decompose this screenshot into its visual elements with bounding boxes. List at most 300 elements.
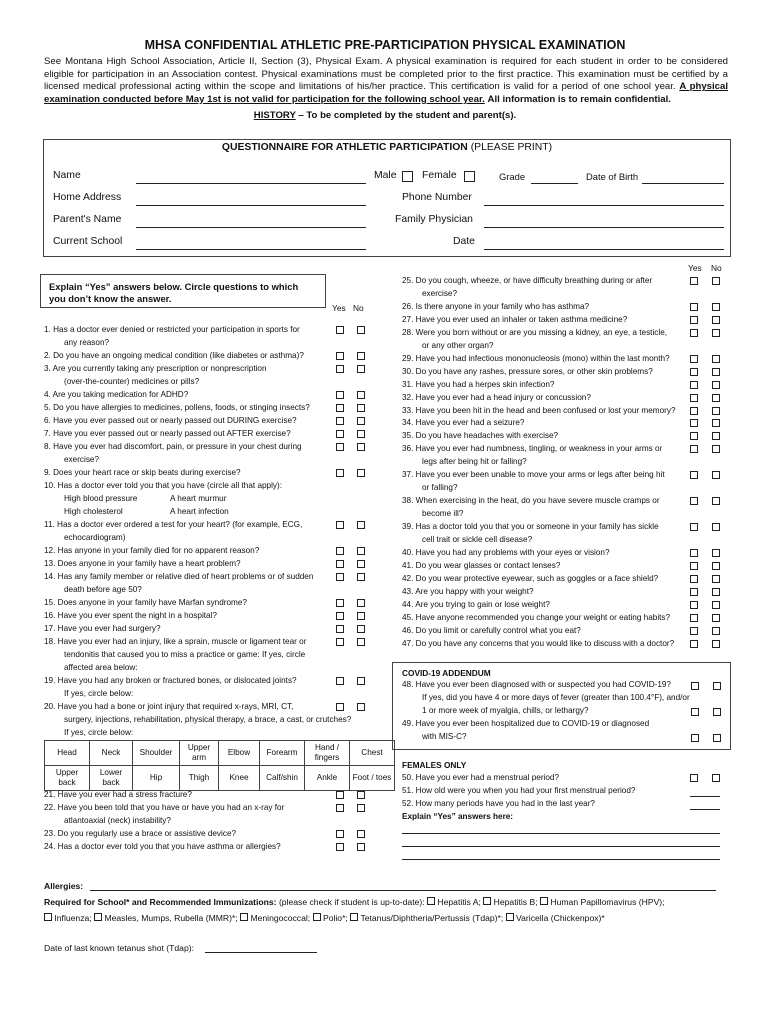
question-text: 41. Do you wear glasses or contact lenses? [402,560,561,570]
right-q-yes-checkbox[interactable] [690,303,698,311]
question-text: exercise? [64,455,100,464]
question-text: 39. Has a doctor told you that you or someone in your family has sickle [402,522,659,532]
body-area-cell[interactable]: Elbow [219,741,260,766]
right-q-yes-checkbox[interactable] [690,368,698,376]
question-text: echocardiogram) [64,533,126,542]
question-text: 22. Have you been told that you have or have you had an x-ray for [44,803,285,812]
right-q-no-checkbox[interactable] [712,329,720,337]
left-q-no-checkbox[interactable] [357,612,365,620]
right-q-line [402,626,581,637]
parent-name-field[interactable] [136,227,366,228]
grade-field[interactable] [531,183,578,184]
left-q-no-checkbox[interactable] [357,703,365,711]
left-q-line [44,637,306,648]
question-text: 24. Has a doctor ever told you that you have asthma or allergies? [44,842,281,851]
question-text: 47. Do you have any concerns that you would like to discuss with a doctor? [402,638,675,648]
dob-field[interactable] [642,183,724,184]
explain-line-2[interactable] [402,846,720,847]
question-text: 26. Is there anyone in your family who has asthma? [402,301,590,311]
question-text: 38. When exercising in the heat, do you have severe muscle cramps or [402,496,660,506]
right-q-no-checkbox[interactable] [712,471,720,479]
name-field[interactable] [136,183,366,184]
left-q-line [44,364,267,375]
explain-yes-label: Explain “Yes” answers here: [402,812,514,821]
mmr-checkbox[interactable] [94,913,102,921]
left-q-lower-line [44,842,281,853]
right-q-line [422,483,458,494]
left-q-no-checkbox[interactable] [357,560,365,568]
questionnaire-title [44,142,730,153]
left-q-line [64,663,138,674]
question-text: 31. Have you had a herpes skin infection? [402,379,555,389]
current-school-label: Current School [53,236,123,247]
left-q-no-checkbox[interactable] [357,404,365,412]
question-text: exercise? [422,288,458,298]
q48b-yes-checkbox[interactable] [691,708,699,716]
left-q-yes-checkbox[interactable] [336,625,344,633]
right-q-yes-checkbox[interactable] [690,627,698,635]
left-q-line [44,351,304,362]
left-q-line [44,546,259,557]
left-q-no-checkbox[interactable] [357,352,365,360]
question-text: 17. Have you ever had surgery? [44,624,161,633]
q49-yes-checkbox[interactable] [691,734,699,742]
body-area-cell[interactable]: Upper arm [180,741,219,766]
left-q-lower-yes-checkbox[interactable] [336,843,344,851]
hepa-checkbox[interactable] [427,897,435,905]
right-q-line [402,496,660,507]
question-text: If yes, circle below: [64,728,134,737]
right-q-no-checkbox[interactable] [712,407,720,415]
hpv-checkbox[interactable] [540,897,548,905]
question-text: 6. Have you ever passed out or nearly passed out DURING exercise? [44,416,297,425]
question-text: 40. Have you had any problems with your eyes or vision? [402,547,610,557]
home-address-label: Home Address [53,192,122,203]
q48-yes-checkbox[interactable] [691,682,699,690]
question-text: 29. Have you had infectious mononucleosis (mono) within the last month? [402,353,670,363]
right-q-no-checkbox[interactable] [712,355,720,363]
body-area-cell[interactable]: Thigh [180,766,219,791]
question-text: 44. Are you trying to gain or lose weight? [402,599,550,609]
question-text: 21. Have you ever had a stress fracture? [44,790,192,799]
left-yes-header: Yes [332,303,346,313]
tdap-checkbox[interactable] [350,913,358,921]
right-q-no-checkbox[interactable] [712,303,720,311]
right-q-yes-checkbox[interactable] [690,394,698,402]
question-text: surgery, injections, rehabilitation, physical therapy, a brace, a cast, or crutches? [64,715,352,724]
right-q-line [422,509,463,520]
right-q-no-checkbox[interactable] [712,562,720,570]
question-text: 32. Have you ever had a head injury or concussion? [402,392,591,402]
question-text: or any other organ? [422,340,494,350]
question-text: 15. Does anyone in your family have Marfan syndrome? [44,598,247,607]
question-text: 35. Do you have headaches with exercise? [402,431,559,441]
left-q-line [44,611,217,622]
varicella-checkbox[interactable] [506,913,514,921]
females-only-title: FEMALES ONLY [402,760,467,770]
date-label: Date [453,236,475,247]
explain-line-1[interactable] [402,833,720,834]
question-text: legs after being hit or falling? [422,457,527,467]
left-q-line [44,403,310,414]
left-q-line [64,728,133,739]
intro-confidential: All information is to remain confidential. [487,93,671,105]
right-q-no-checkbox[interactable] [712,549,720,557]
question-text: 37. Have you ever been unable to move your arms or legs after being hit [402,470,665,480]
q48-no-checkbox[interactable] [713,682,721,690]
right-q-yes-checkbox[interactable] [690,497,698,505]
right-q-no-checkbox[interactable] [712,432,720,440]
question-text: High cholesterol [64,507,123,516]
left-q-lower-yes-checkbox[interactable] [336,830,344,838]
right-q-yes-checkbox[interactable] [690,316,698,324]
body-area-cell[interactable]: Head [45,741,90,766]
right-q-yes-checkbox[interactable] [690,640,698,648]
question-text: 45. Have anyone recommended you change your weight or eating habits? [402,612,671,622]
home-address-field[interactable] [136,205,366,206]
right-q-line [402,613,670,624]
mmr-label: Measles, Mumps, Rubella (MMR)*; [104,913,238,923]
left-q-lower-no-checkbox[interactable] [357,830,365,838]
left-q-line [44,416,297,427]
right-q-line [402,418,524,429]
right-q-yes-checkbox[interactable] [690,419,698,427]
left-q-line [44,702,293,713]
left-q-lower-yes-checkbox[interactable] [336,804,344,812]
right-q-no-checkbox[interactable] [712,368,720,376]
question-text: affected area below: [64,663,138,672]
left-q-line [64,689,133,700]
question-text: tendonitis that caused you to miss a practice or game: If yes, circle [64,650,306,659]
left-q-line [44,676,297,687]
question-text: 27. Have you ever used an inhaler or taken asthma medicine? [402,314,628,324]
right-q-no-checkbox[interactable] [712,316,720,324]
right-yes-header: Yes [688,263,702,273]
left-q-line [44,481,282,492]
left-q-lower-line [44,790,192,801]
right-q-yes-checkbox[interactable] [690,355,698,363]
question-text: 7. Have you ever passed out or nearly passed out AFTER exercise? [44,429,291,438]
immunizations-row-2 [44,913,605,923]
hepa-label: Hepatitis A; [437,897,481,907]
question-text: 18. Have you ever had an injury, like a sprain, muscle or ligament tear or [44,637,307,646]
tdap-label: Tetanus/Diphtheria/Pertussis (Tdap)*; [360,913,504,923]
right-q-line [402,393,591,404]
question-text: 42. Do you wear protective eyewear, such as goggles or a face shield? [402,573,659,583]
body-area-cell[interactable]: Forearm [260,741,305,766]
right-q-yes-checkbox[interactable] [690,277,698,285]
right-q-no-checkbox[interactable] [712,575,720,583]
body-area-cell[interactable]: Foot / toes [350,766,395,791]
body-table-row [45,766,395,791]
left-q-yes-checkbox[interactable] [336,352,344,360]
right-q-no-checkbox[interactable] [712,381,720,389]
right-q-no-checkbox[interactable] [712,419,720,427]
covid-q49: 49. Have you ever been hospitalized due to COVID-19 or diagnosed [402,719,650,728]
left-q-yes-checkbox[interactable] [336,560,344,568]
right-q-yes-checkbox[interactable] [690,588,698,596]
left-q-yes-checkbox[interactable] [336,417,344,425]
polio-checkbox[interactable] [313,913,321,921]
left-q-yes-checkbox[interactable] [336,703,344,711]
left-q-yes-checkbox[interactable] [336,547,344,555]
right-q-yes-checkbox[interactable] [690,601,698,609]
right-q-yes-checkbox[interactable] [690,432,698,440]
right-q-line [402,367,653,378]
date-field[interactable] [484,249,724,250]
body-area-cell[interactable]: Upper back [45,766,90,791]
varicella-label: Varicella (Chickenpox)* [516,913,605,923]
body-area-cell[interactable]: Knee [219,766,260,791]
left-q-lower-no-checkbox[interactable] [357,791,365,799]
question-text: 23. Do you regularly use a brace or assistive device? [44,829,237,838]
questionnaire-title-note: (PLEASE PRINT) [470,142,553,153]
history-label: HISTORY [253,110,296,121]
intro-paragraph [44,56,728,106]
right-q-line [422,289,457,300]
left-q-lower-line [44,829,236,840]
right-q-yes-checkbox[interactable] [690,445,698,453]
right-q-line [402,574,658,585]
right-q-no-checkbox[interactable] [712,588,720,596]
covid-addendum-box [392,662,731,750]
left-q-line [44,442,302,453]
right-q-no-checkbox[interactable] [712,614,720,622]
question-text: 11. Has a doctor ever ordered a test for your heart? (for example, ECG, [44,520,303,529]
left-q-yes-checkbox[interactable] [336,404,344,412]
right-q-no-checkbox[interactable] [712,523,720,531]
q48b-no-checkbox[interactable] [713,708,721,716]
body-area-cell[interactable]: Hand / fingers [305,741,350,766]
female-q51: 51. How old were you when you had your first menstrual period? [402,786,636,795]
left-q-no-checkbox[interactable] [357,547,365,555]
female-label: Female [422,170,457,181]
right-q-line [422,457,527,468]
left-q-line [44,624,161,635]
left-q-line [44,468,241,479]
right-q-line [402,406,676,417]
allergies-label: Allergies: [44,881,84,891]
history-text: – To be completed by the student and parent(s). [298,110,517,121]
q51-field[interactable] [690,796,720,797]
right-q-yes-checkbox[interactable] [690,471,698,479]
question-text: 2. Do you have an ongoing medical condition (like diabetes or asthma)? [44,351,304,360]
right-q-no-checkbox[interactable] [712,445,720,453]
question-text: 28. Were you born without or are you missing a kidney, an eye, a testicle, [402,327,668,337]
question-text: any reason? [64,338,110,347]
question-text: 8. Have you ever had discomfort, pain, or pressure in your chest during [44,442,302,451]
left-q-line [64,507,229,518]
explain-line-3[interactable] [402,859,720,860]
right-q-yes-checkbox[interactable] [690,575,698,583]
right-q-line [422,341,493,352]
phone-number-field[interactable] [484,205,724,206]
question-text: 25. Do you cough, wheeze, or have difficulty breathing during or after [402,276,653,285]
right-q-no-checkbox[interactable] [712,277,720,285]
left-q-line [64,650,305,661]
influenza-label: Influenza; [54,913,92,923]
question-text: 10. Has a doctor ever told you that you have (circle all that apply): [44,481,283,490]
left-q-lower-line [64,816,171,827]
current-school-field[interactable] [136,249,366,250]
left-q-yes-checkbox[interactable] [336,677,344,685]
female-checkbox[interactable] [464,171,475,182]
right-q-no-checkbox[interactable] [712,601,720,609]
body-area-cell[interactable]: Ankle [305,766,350,791]
left-q-line [44,520,302,531]
question-option: A heart infection [170,507,229,516]
parent-name-label: Parent's Name [53,214,122,225]
question-text: 36. Have you ever had numbness, tingling, or weakness in your arms or [402,444,663,454]
right-q-yes-checkbox[interactable] [690,523,698,531]
left-q-no-checkbox[interactable] [357,443,365,451]
left-q-yes-checkbox[interactable] [336,612,344,620]
right-q-line [402,548,610,559]
body-area-cell[interactable]: Chest [350,741,395,766]
tetanus-date-field[interactable] [205,952,317,953]
left-q-yes-checkbox[interactable] [336,599,344,607]
right-q-line [402,470,665,481]
meningococcal-checkbox[interactable] [240,913,248,921]
left-q-no-checkbox[interactable] [357,417,365,425]
left-q-no-checkbox[interactable] [357,430,365,438]
grade-label: Grade [499,171,526,182]
body-area-cell[interactable]: Lower back [90,766,133,791]
right-q-yes-checkbox[interactable] [690,614,698,622]
immunizations-label: Required for School* and Recommended Immunizations: [44,897,277,907]
covid-q48-followup: If yes, did you have 4 or more days of fever (greater than 100.4°F), and/or [422,693,690,702]
question-text: High blood pressure [64,494,138,503]
left-q-line [64,377,199,388]
left-q-no-checkbox[interactable] [357,573,365,581]
body-area-cell[interactable]: Calf/shin [260,766,305,791]
family-physician-field[interactable] [484,227,724,228]
question-text: 30. Do you have any rashes, pressure sores, or other skin problems? [402,366,653,376]
right-q-no-checkbox[interactable] [712,497,720,505]
question-text: 43. Are you happy with your weight? [402,586,534,596]
right-q-no-checkbox[interactable] [712,640,720,648]
left-q-lower-line [44,803,284,814]
left-q-no-checkbox[interactable] [357,365,365,373]
body-area-cell[interactable]: Neck [90,741,133,766]
q50-no-checkbox[interactable] [712,774,720,782]
left-q-no-checkbox[interactable] [357,638,365,646]
left-q-no-checkbox[interactable] [357,599,365,607]
left-no-header: No [353,303,364,313]
body-area-cell[interactable]: Shoulder [133,741,180,766]
right-q-yes-checkbox[interactable] [690,549,698,557]
left-q-yes-checkbox[interactable] [336,573,344,581]
q52-field[interactable] [690,809,720,810]
male-label: Male [374,170,397,181]
allergies-field[interactable] [90,890,716,891]
right-q-no-checkbox[interactable] [712,394,720,402]
question-text: become ill? [422,509,464,519]
q49-no-checkbox[interactable] [713,734,721,742]
question-text: 19. Have you had any broken or fractured bones, or dislocated joints? [44,676,297,685]
right-q-line [402,639,674,650]
question-text: 9. Does your heart race or skip beats during exercise? [44,468,241,477]
female-q50: 50. Have you ever had a menstrual period? [402,773,560,782]
left-q-yes-checkbox[interactable] [336,430,344,438]
left-q-yes-checkbox[interactable] [336,638,344,646]
question-option: A heart murmur [170,494,227,503]
left-q-no-checkbox[interactable] [357,391,365,399]
left-q-line [44,559,241,570]
left-q-no-checkbox[interactable] [357,326,365,334]
body-area-cell[interactable]: Hip [133,766,180,791]
covid-q48-followup-2: 1 or more week of myalgia, chills, or lethargy? [422,706,589,715]
right-q-line [402,328,667,339]
right-q-line [402,431,558,442]
left-q-no-checkbox[interactable] [357,521,365,529]
right-q-yes-checkbox[interactable] [690,381,698,389]
right-q-line [402,302,589,313]
question-text: 12. Has anyone in your family died for no apparent reason? [44,546,260,555]
immunizations-row-1 [44,897,665,907]
right-q-yes-checkbox[interactable] [690,407,698,415]
right-q-no-checkbox[interactable] [712,627,720,635]
immunizations-note: (please check if student is up-to-date): [278,897,425,907]
left-q-line [44,429,291,440]
right-q-yes-checkbox[interactable] [690,562,698,570]
question-text: 46. Do you limit or carefully control what you eat? [402,625,581,635]
left-q-line [64,585,142,596]
left-q-lower-no-checkbox[interactable] [357,804,365,812]
right-q-line [402,354,670,365]
dob-label: Date of Birth [586,171,639,182]
question-text: 3. Are you currently taking any prescription or nonprescription [44,364,267,373]
question-text: 34. Have you ever had a seizure? [402,418,525,428]
family-physician-label: Family Physician [395,214,473,225]
hepb-checkbox[interactable] [483,897,491,905]
right-no-header: No [711,263,722,273]
body-table-row [45,741,395,766]
left-q-no-checkbox[interactable] [357,625,365,633]
left-q-lower-yes-checkbox[interactable] [336,791,344,799]
left-q-yes-checkbox[interactable] [336,326,344,334]
right-q-line [402,587,534,598]
influenza-checkbox[interactable] [44,913,52,921]
name-label: Name [53,170,81,181]
left-q-yes-checkbox[interactable] [336,391,344,399]
left-q-no-checkbox[interactable] [357,677,365,685]
q50-yes-checkbox[interactable] [690,774,698,782]
question-text: 14. Has any family member or relative died of heart problems or of sudden [44,572,314,581]
left-q-yes-checkbox[interactable] [336,365,344,373]
left-q-no-checkbox[interactable] [357,469,365,477]
male-checkbox[interactable] [402,171,413,182]
tetanus-label: Date of last known tetanus shot (Tdap): [44,943,194,953]
question-text: If yes, circle below: [64,689,134,698]
left-q-yes-checkbox[interactable] [336,443,344,451]
right-q-yes-checkbox[interactable] [690,329,698,337]
questionnaire-box [43,139,731,257]
polio-label: Polio*; [322,913,348,923]
left-q-yes-checkbox[interactable] [336,469,344,477]
left-q-line [44,598,247,609]
left-q-line [44,572,313,583]
left-q-line [64,455,99,466]
left-q-lower-no-checkbox[interactable] [357,843,365,851]
question-text: (over-the-counter) medicines or pills? [64,377,200,386]
question-text: 4. Are you taking medication for ADHD? [44,390,189,399]
question-text: or falling? [422,483,458,493]
page-title: MHSA CONFIDENTIAL ATHLETIC PRE-PARTICIPATION PHYSICAL EXAMINATION [144,38,626,52]
right-q-line [402,522,659,533]
question-text: atlantoaxial (neck) instability? [64,816,171,825]
left-q-yes-checkbox[interactable] [336,521,344,529]
